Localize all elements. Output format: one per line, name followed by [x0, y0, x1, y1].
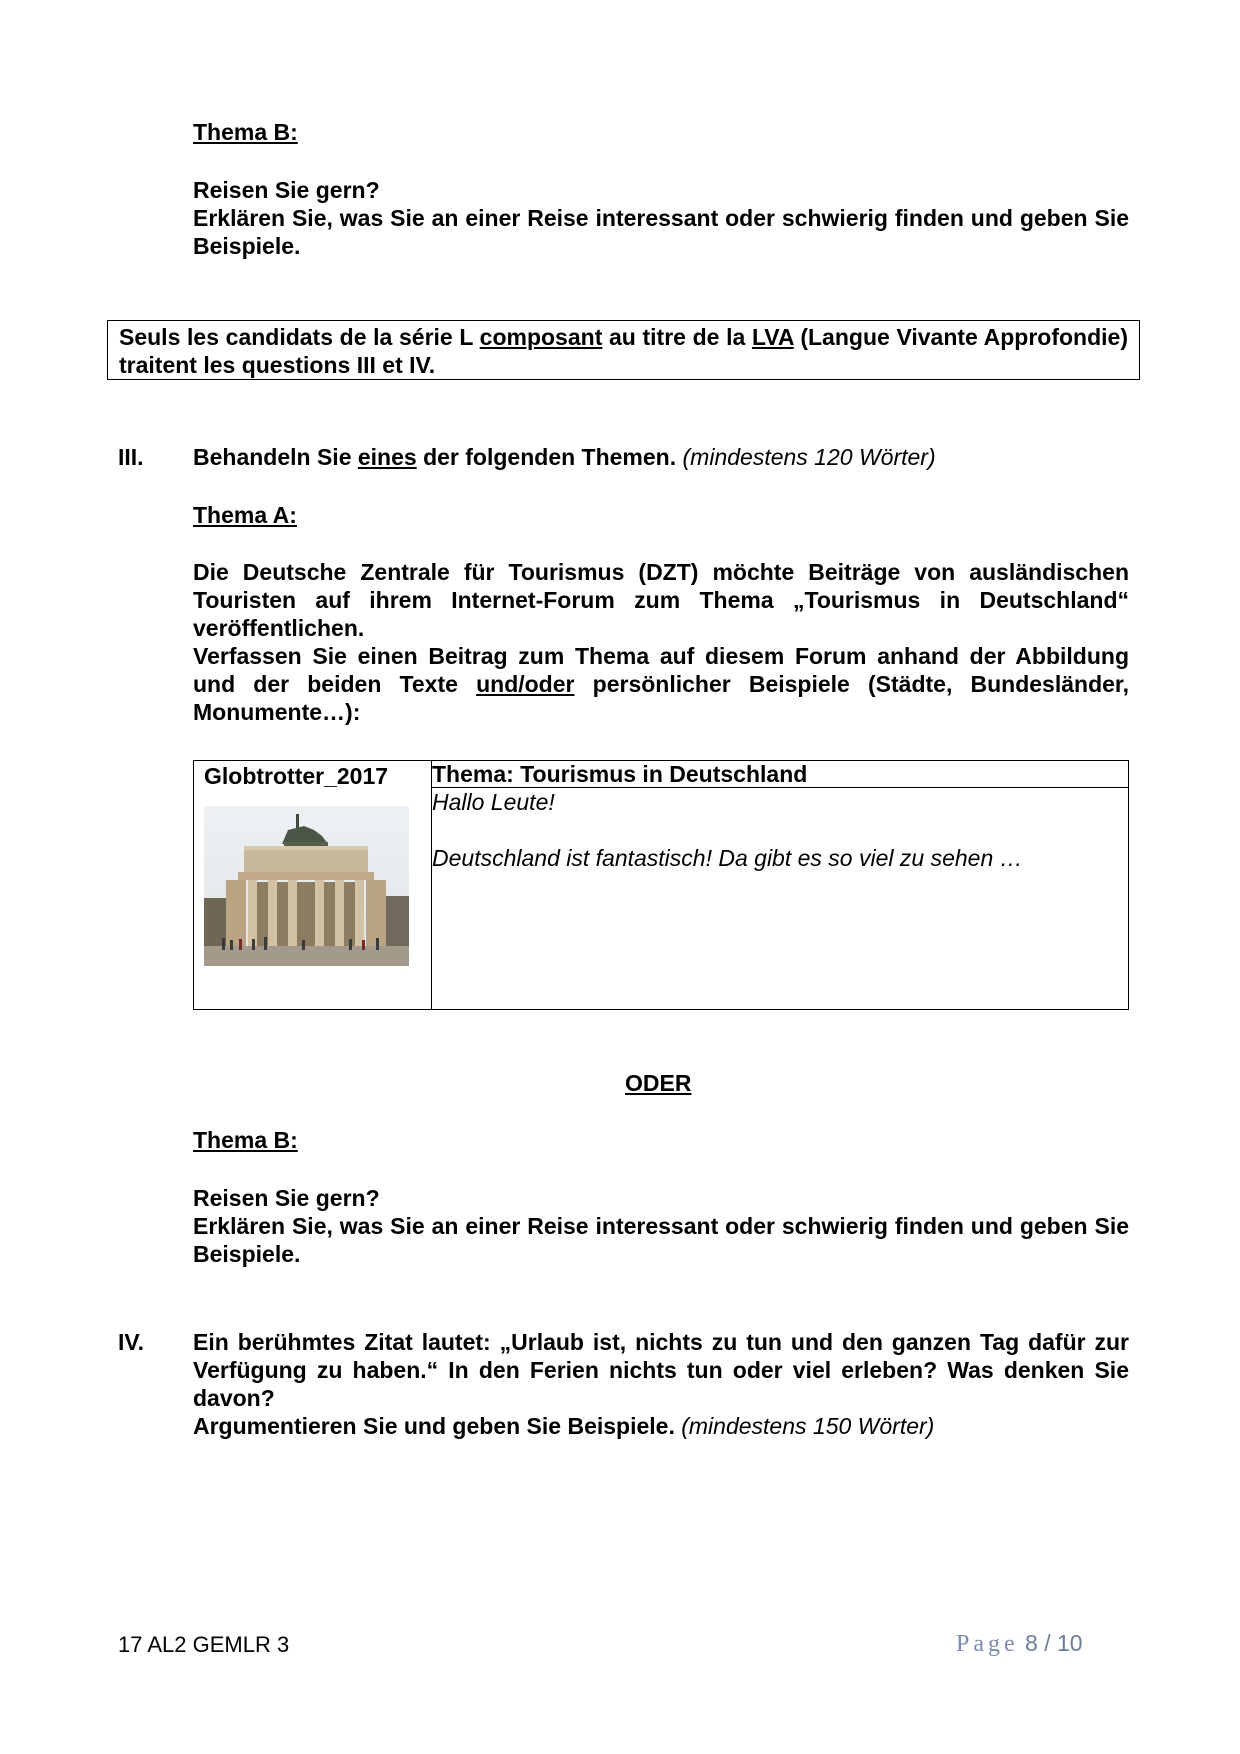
lva-notice-box — [107, 320, 1140, 380]
notice-text-3: (Langue Vivante Approfondie) traitent les questions III et IV. — [119, 324, 1128, 378]
notice-text-2: au titre de la — [602, 324, 752, 350]
brandenburg-gate-photo — [204, 806, 409, 966]
thema-b-instruction-top: Erklären Sie, was Sie an einer Reise interessant oder schwierig finden und geben Sie Beispiele. — [193, 205, 1129, 259]
thema-b-heading-top: Thema B: — [193, 119, 298, 145]
q4-instruction: Argumentieren Sie und geben Sie Beispiele. — [193, 1413, 675, 1439]
thema-b-question-top: Reisen Sie gern? — [193, 177, 380, 203]
q3-word-count-note: (mindestens 120 Wörter) — [682, 444, 936, 470]
thema-a-p2-part-1: Verfassen Sie einen Beitrag zum Thema auf diesem Forum anhand der Abbildung und der beiden Texte — [193, 643, 1129, 697]
forum-topic-cell: Thema: Tourismus in Deutschland — [432, 761, 1129, 788]
question-3-instruction — [193, 443, 936, 471]
question-3-number: III. — [118, 444, 144, 470]
thema-b-instruction: Erklären Sie, was Sie an einer Reise interessant oder schwierig finden und geben Sie Beispiele. — [193, 1213, 1129, 1267]
q3-instruction-part-1: Behandeln Sie — [193, 444, 358, 470]
question-4-text — [193, 1328, 1129, 1440]
forum-post-table — [193, 760, 1129, 1010]
thema-a-heading: Thema A: — [193, 502, 297, 528]
thema-b-text — [193, 1184, 1129, 1268]
q3-instruction-underlined: eines — [357, 444, 417, 470]
notice-underlined-lva: LVA — [751, 324, 794, 350]
thema-a-paragraph-1: Die Deutsche Zentrale für Tourismus (DZT) möchte Beiträge von ausländischen Touristen auf ihrem Internet-Forum zum Thema „Tourismus in Deutschland“ veröffentlichen. — [193, 559, 1129, 641]
thema-a-p2-part-2: persönlicher Beispiele (Städte, Bundesländer, Monumente…): — [193, 671, 1129, 725]
q4-word-count-note: (mindestens 150 Wörter) — [681, 1413, 935, 1439]
question-4-quote: Ein berühmtes Zitat lautet: „Urlaub ist, nichts zu tun und den ganzen Tag dafür zur Verfügung zu haben.“ In den Ferien nichts tun oder viel erleben? Was denken Sie davon? — [193, 1329, 1129, 1411]
thema-b-heading: Thema B: — [193, 1127, 298, 1153]
forum-message: Deutschland ist fantastisch! Da gibt es so viel zu sehen … — [432, 845, 1023, 871]
forum-message-cell — [432, 788, 1129, 1010]
forum-username: Globtrotter_2017 — [204, 763, 389, 789]
question-4-number: IV. — [118, 1329, 145, 1355]
thema-a-text — [193, 558, 1129, 726]
thema-b-question: Reisen Sie gern? — [193, 1185, 380, 1211]
page-number: 8 / 10 — [1025, 1630, 1083, 1656]
exam-code: 17 AL2 GEMLR 3 — [118, 1632, 290, 1657]
thema-b-text-top — [193, 176, 1129, 260]
thema-a-paragraph-2 — [193, 642, 1129, 726]
forum-user-cell — [194, 761, 432, 1010]
page-indicator — [956, 1630, 1083, 1658]
thema-a-p2-underlined: und/oder — [476, 671, 575, 697]
page-label: Page — [956, 1631, 1019, 1657]
question-4-instruction-line — [193, 1412, 1129, 1440]
oder-separator: ODER — [625, 1070, 692, 1096]
notice-text-1: Seuls les candidats de la série L — [119, 324, 480, 350]
q3-instruction-part-2: der folgenden Themen. — [416, 444, 677, 470]
notice-underlined-composant: composant — [479, 324, 603, 350]
forum-greeting: Hallo Leute! — [432, 789, 555, 815]
